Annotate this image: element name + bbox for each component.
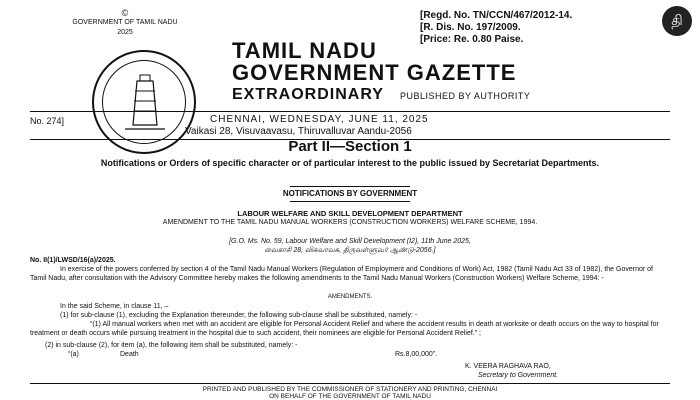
year-label: 2025 xyxy=(117,29,133,36)
signatory-designation: Secretary to Government. xyxy=(478,372,559,379)
copyright-symbol: © xyxy=(121,8,129,18)
go-reference-tamil: வைகாசி 28, விசுவாவசு, திருவள்ளுவர் ஆண்டு-2056.] xyxy=(264,247,436,254)
regd-number: [Regd. No. TN/CCN/467/2012-14. xyxy=(420,10,573,21)
published-by-authority: PUBLISHED BY AUTHORITY xyxy=(400,91,531,101)
footer-line-1: PRINTED AND PUBLISHED BY THE COMMISSIONER OF STATIONERY AND PRINTING, CHENNAI xyxy=(202,386,498,393)
footer-rule xyxy=(30,383,670,384)
gazette-title-line1: TAMIL NADU xyxy=(232,38,377,63)
rdis-number: [R. Dis. No. 197/2009. xyxy=(420,22,521,33)
table-row-label: “(a) xyxy=(68,351,79,358)
table-row-item: Death xyxy=(120,351,139,358)
signatory-name: K. VEERA RAGHAVA RAO, xyxy=(465,363,551,370)
item-1-quote: “(1) All manual workers when met with an accident are eligible for Personal Accident Relief and where the accident results in death at worksite or death occurs on the way to hospital for treatment or death occurs while pursuing treatment in the hospital due to such accident, their nominees are eligible for Personal Accident Relief.” ; xyxy=(30,321,659,337)
order-number: No. II(1)/LWSD/16(a)/2025. xyxy=(30,257,116,264)
govt-notifications-heading: NOTIFICATIONS BY GOVERNMENT xyxy=(282,189,418,198)
masthead-rule xyxy=(30,111,670,112)
registration-block xyxy=(420,10,572,46)
separator-1 xyxy=(290,186,410,187)
amendments-heading: AMENDMENTS. xyxy=(327,294,373,300)
extraordinary-label: EXTRAORDINARY xyxy=(232,86,384,103)
gazette-title-line2: GOVERNMENT GAZETTE xyxy=(232,60,517,85)
issue-number: No. 274] xyxy=(30,116,65,126)
emblem-inner-ring xyxy=(102,60,186,144)
tamil-app-logo-icon: தி xyxy=(662,6,692,36)
temple-tower-icon xyxy=(103,61,187,145)
preamble-text: In exercise of the powers conferred by section 4 of the Tamil Nadu Manual Workers (Regulation of Employment and Conditions of Work) Act, 1982 (Tamil Nadu Act 33 of 1982), the Governor of Tamil Nadu, after consultation with the Advisory Committee hereby makes the following amendments to the Tamil Nadu Manual Workers (Construction Workers) Welfare Scheme, 1994: - xyxy=(30,266,653,282)
amendment-title: AMENDMENT TO THE TAMIL NADU MANUAL WORKERS (CONSTRUCTION WORKERS) WELFARE SCHEME, 1994. xyxy=(162,219,538,226)
table-row-amount: Rs.8,00,000”. xyxy=(395,351,438,358)
clause-intro: In the said Scheme, in clause 11, – xyxy=(60,303,169,310)
part-heading: Part II—Section 1 xyxy=(288,138,412,155)
issue-date: CHENNAI, WEDNESDAY, JUNE 11, 2025 xyxy=(210,114,429,125)
price-label: [Price: Re. 0.80 Paise. xyxy=(420,34,524,45)
department-heading: LABOUR WELFARE AND SKILL DEVELOPMENT DEPARTMENT xyxy=(237,209,463,218)
tamil-date: Vaikasi 28, Visuvaavasu, Thiruvalluvar Aandu-2056 xyxy=(185,126,412,137)
item-2: (2) in sub-clause (2), for item (a), the following item shall be substituted, namely: - xyxy=(45,342,298,349)
separator-2 xyxy=(290,201,410,202)
header-left xyxy=(30,8,220,38)
footer-line-2: ON BEHALF OF THE GOVERNMENT OF TAMIL NADU xyxy=(269,393,431,400)
go-reference: [G.O. Ms. No. 59, Labour Welfare and Skill Development (I2), 11th June 2025, xyxy=(229,238,471,245)
notification-heading: Notifications or Orders of specific character or of particular interest to the public issued by Secretariat Departments. xyxy=(100,158,600,168)
item-1: (1) for sub-clause (1), excluding the Explanation thereunder, the following sub-clause shall be substituted, namely: - xyxy=(60,312,418,319)
government-label: GOVERNMENT OF TAMIL NADU xyxy=(72,19,178,26)
